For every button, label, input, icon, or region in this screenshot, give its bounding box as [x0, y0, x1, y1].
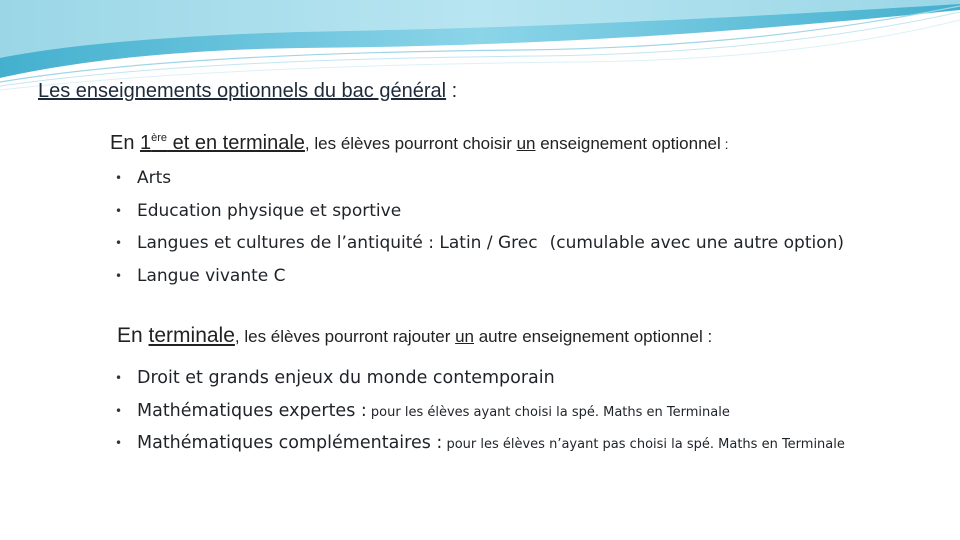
- options-list-premiere: [115, 166, 845, 296]
- option-lca: Langues et cultures de l’antiquité : Latin / Grec: [137, 233, 538, 253]
- bullet-icon: •: [115, 171, 123, 185]
- intro1-rest-b: enseignement optionnel: [535, 134, 721, 153]
- bullet-icon: •: [115, 268, 123, 283]
- intro1-sup: ère: [151, 132, 168, 144]
- option-maths-expertes: Mathématiques expertes :: [137, 400, 367, 421]
- page-title-suffix: :: [446, 80, 458, 102]
- option-arts: Arts: [137, 168, 172, 188]
- intro1-prefix: En: [110, 132, 141, 154]
- intro-premiere-terminale: [110, 132, 729, 155]
- page-title-main: Les enseignements optionnels du bac général: [38, 80, 447, 102]
- list-item: [115, 231, 845, 264]
- option-maths-complementaires-note: pour les élèves n’ayant pas choisi la spé. Maths en Terminale: [442, 437, 845, 452]
- bullet-icon: •: [115, 236, 123, 250]
- intro1-colon: :: [720, 136, 729, 152]
- option-maths-expertes-note: pour les élèves ayant choisi la spé. Maths en Terminale: [366, 404, 730, 420]
- option-lca-note: (cumulable avec une autre option): [549, 233, 845, 253]
- intro1-rest-a: , les élèves pourront choisir: [304, 134, 517, 153]
- list-item: [115, 431, 845, 464]
- page-title: [38, 80, 457, 103]
- list-item: [115, 199, 844, 232]
- bullet-icon: •: [115, 371, 123, 385]
- intro2-terminale: terminale: [148, 324, 235, 347]
- list-item: [115, 366, 845, 399]
- options-list-terminale: [115, 366, 845, 464]
- option-maths-complementaires: Mathématiques complémentaires :: [137, 433, 443, 453]
- intro1-un: un: [516, 134, 536, 153]
- list-item: [115, 166, 844, 199]
- bullet-icon: •: [115, 436, 123, 450]
- list-item: [115, 264, 844, 297]
- option-eps: Education physique et sportive: [137, 200, 402, 221]
- bullet-icon: •: [115, 203, 123, 218]
- intro1-ord: 1: [140, 132, 152, 154]
- intro2-rest-a: , les élèves pourront rajouter: [234, 327, 456, 346]
- option-droit: Droit et grands enjeux du monde contemporain: [137, 368, 555, 388]
- intro1-premiere: [140, 132, 305, 154]
- option-lvc: Langue vivante C: [137, 265, 286, 286]
- intro1-mid: et en terminale: [167, 132, 305, 154]
- intro2-rest-b: autre enseignement optionnel :: [474, 327, 713, 346]
- intro-terminale: [117, 324, 712, 348]
- intro2-prefix: En: [117, 324, 149, 347]
- list-item: [115, 399, 845, 432]
- bullet-icon: •: [115, 403, 123, 418]
- intro2-un: un: [455, 327, 474, 346]
